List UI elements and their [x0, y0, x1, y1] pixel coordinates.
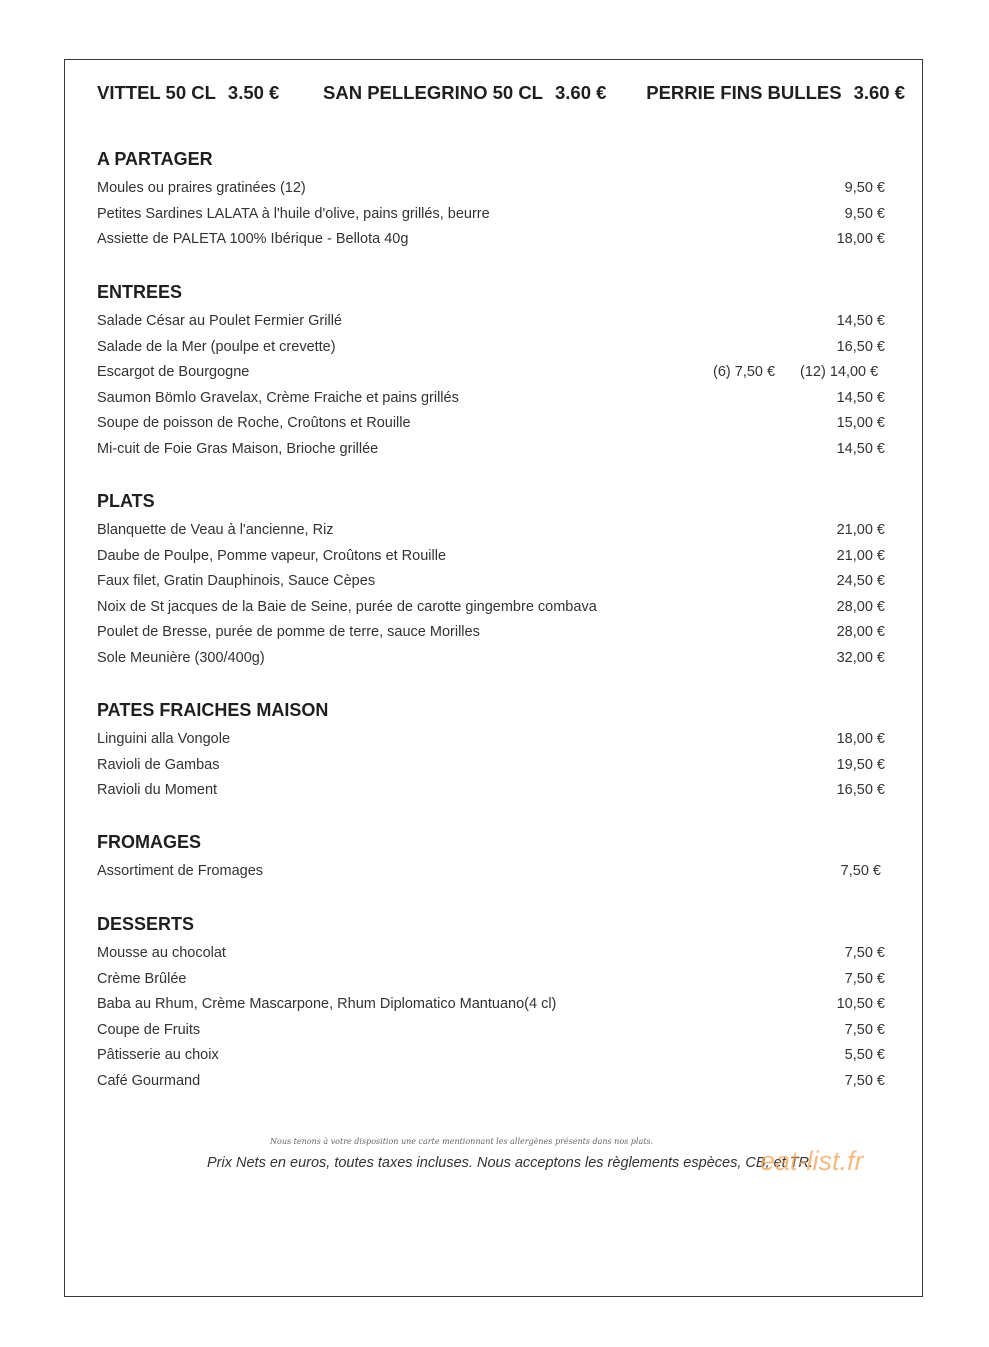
item-price: 7,50 € — [844, 945, 885, 961]
item-price: 19,50 € — [836, 756, 885, 773]
item-name: Café Gourmand — [97, 1072, 201, 1089]
item-price: 21,00 € — [836, 547, 885, 564]
water-price: 3.50 € — [227, 82, 280, 103]
menu-item — [97, 337, 887, 363]
item-price: 10,50 € — [836, 996, 885, 1013]
allergen-note: Nous tenons à votre disposition une carte mentionnant les allergènes présents dans nos plats. — [270, 1137, 654, 1146]
item-price: 14,50 € — [836, 313, 885, 329]
item-name: Sole Meunière (300/400g) — [97, 649, 265, 666]
item-price: 24,50 € — [836, 573, 885, 590]
item-name: Ravioli de Gambas — [97, 756, 220, 773]
item-price-six: (6) 7,50 € — [713, 364, 776, 381]
item-name: Blanquette de Veau à l'ancienne, Riz — [97, 522, 334, 538]
menu-item — [97, 362, 887, 388]
menu-item — [97, 943, 887, 969]
item-name: Moules ou praires gratinées (12) — [97, 180, 306, 196]
water-price: 3.60 € — [554, 82, 607, 103]
item-name: Saumon Bömlo Gravelax, Crème Fraiche et pains grillés — [97, 389, 459, 406]
menu-item — [97, 780, 887, 806]
menu-item — [97, 204, 887, 230]
item-name: Crème Brûlée — [97, 970, 187, 987]
section-a-partager — [97, 148, 887, 255]
section-title: ENTREES — [97, 282, 183, 302]
item-name: Ravioli du Moment — [97, 782, 218, 799]
item-name: Coupe de Fruits — [97, 1021, 201, 1038]
menu-item — [97, 1020, 887, 1046]
watermark: eat-list.fr — [760, 1146, 864, 1176]
section-title: DESSERTS — [97, 914, 195, 934]
menu-item — [97, 546, 887, 572]
item-name: Escargot de Bourgogne — [97, 364, 250, 381]
water-price: 3.60 € — [853, 82, 905, 103]
menu-item — [97, 311, 887, 337]
item-price: 16,50 € — [836, 782, 885, 799]
water-name: PERRIE FINS BULLES — [646, 82, 842, 103]
item-price: 32,00 € — [836, 649, 885, 666]
menu-item — [97, 969, 887, 995]
item-price: 9,50 € — [844, 205, 885, 222]
item-price: 14,50 € — [836, 389, 885, 406]
water-name: SAN PELLEGRINO 50 CL — [323, 82, 543, 103]
item-price: 28,00 € — [836, 624, 885, 641]
item-name: Soupe de poisson de Roche, Croûtons et Rouille — [97, 415, 411, 432]
section-pates-fraiches — [97, 699, 887, 806]
prices-note: Prix Nets en euros, toutes taxes incluses. Nous acceptons les règlements espèces, CB, et TR. — [207, 1155, 814, 1171]
section-fromages — [97, 831, 887, 887]
item-name: Petites Sardines LALATA à l'huile d'olive, pains grillés, beurre — [97, 205, 490, 222]
menu-item — [97, 1045, 887, 1071]
menu-item — [97, 571, 887, 597]
item-name: Salade de la Mer (poulpe et crevette) — [97, 338, 336, 355]
water-item-san-pellegrino — [323, 82, 606, 104]
item-price: 28,00 € — [836, 598, 885, 615]
item-name: Mi-cuit de Foie Gras Maison, Brioche grillée — [97, 440, 379, 457]
water-item-perrier — [646, 82, 905, 104]
item-price: 9,50 € — [844, 180, 885, 196]
item-price: 7,50 € — [844, 970, 885, 987]
menu-item — [97, 413, 887, 439]
item-price: 21,00 € — [836, 522, 885, 538]
water-item-vittel — [97, 82, 279, 104]
item-price: 7,50 € — [840, 863, 881, 879]
menu-item — [97, 178, 887, 204]
water-price-bar — [97, 82, 905, 108]
menu-item — [97, 622, 887, 648]
menu-item — [97, 648, 887, 674]
item-price: 14,50 € — [836, 440, 885, 457]
item-name: Baba au Rhum, Crème Mascarpone, Rhum Diplomatico Mantuano(4 cl) — [97, 996, 557, 1013]
section-title: PLATS — [97, 491, 155, 511]
item-price: 7,50 € — [844, 1021, 885, 1038]
section-title: A PARTAGER — [97, 149, 213, 169]
section-plats — [97, 490, 887, 674]
item-price-twelve: (12) 14,00 € — [800, 364, 879, 381]
menu-item — [97, 755, 887, 781]
menu-item — [97, 597, 887, 623]
item-name: Daube de Poulpe, Pomme vapeur, Croûtons et Rouille — [97, 547, 447, 564]
section-desserts — [97, 913, 887, 1097]
item-price: 15,00 € — [836, 415, 885, 432]
item-name: Poulet de Bresse, purée de pomme de terre, sauce Morilles — [97, 624, 480, 641]
menu-item — [97, 439, 887, 465]
item-name: Assiette de PALETA 100% Ibérique - Bellota 40g — [97, 231, 409, 248]
item-name: Faux filet, Gratin Dauphinois, Sauce Cèpes — [97, 573, 376, 590]
water-name: VITTEL 50 CL — [97, 82, 216, 103]
menu-item — [97, 1071, 887, 1097]
menu-item — [97, 861, 887, 887]
item-name: Pâtisserie au choix — [97, 1047, 219, 1064]
item-name: Noix de St jacques de la Baie de Seine, purée de carotte gingembre combava — [97, 598, 597, 615]
item-price: 5,50 € — [844, 1047, 885, 1064]
section-title: FROMAGES — [97, 832, 202, 852]
item-price: 7,50 € — [844, 1072, 885, 1089]
menu-item — [97, 229, 887, 255]
item-name: Salade César au Poulet Fermier Grillé — [97, 313, 342, 329]
menu-item — [97, 729, 887, 755]
item-name: Mousse au chocolat — [97, 945, 226, 961]
item-price: 18,00 € — [836, 731, 885, 747]
item-price: 18,00 € — [836, 231, 885, 248]
menu-item — [97, 520, 887, 546]
section-title: PATES FRAICHES MAISON — [97, 700, 329, 720]
item-name: Assortiment de Fromages — [97, 863, 264, 879]
item-price: 16,50 € — [836, 338, 885, 355]
menu-item — [97, 388, 887, 414]
section-entrees — [97, 281, 887, 465]
item-name: Linguini alla Vongole — [97, 731, 231, 747]
menu-item — [97, 994, 887, 1020]
